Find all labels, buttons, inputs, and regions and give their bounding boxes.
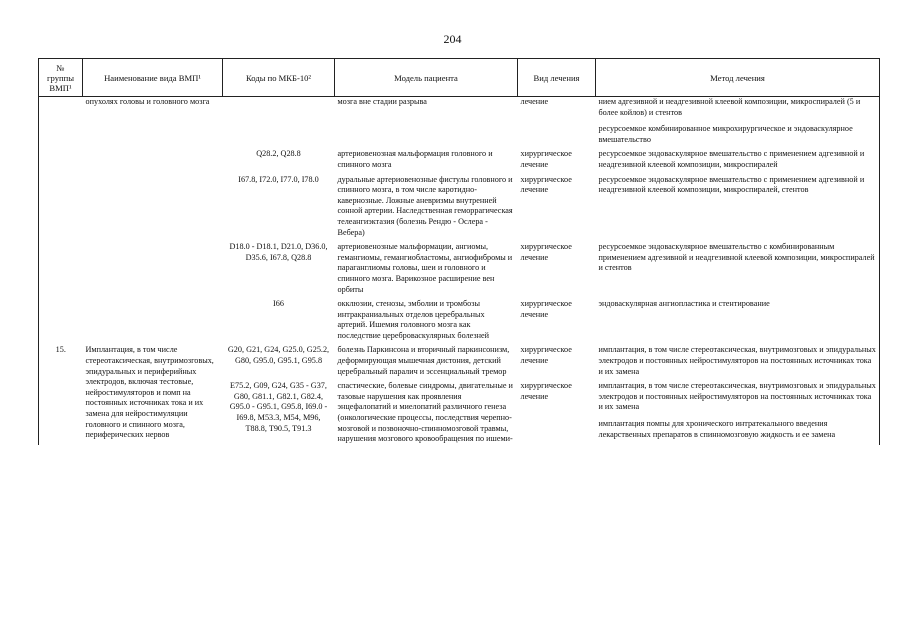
cell-codes: Q28.2, Q28.8 bbox=[256, 149, 301, 159]
page-number: 204 bbox=[443, 32, 462, 46]
cell-method bbox=[596, 381, 880, 445]
header-group: № группы ВМП¹ bbox=[39, 59, 83, 97]
table-row bbox=[39, 97, 880, 146]
header-treatment: Вид лечения bbox=[518, 59, 596, 97]
cell-codes bbox=[223, 97, 335, 146]
cell-codes: E75.2, G09, G24, G35 - G37, G80, G81.1, G82.1, G82.4, G95.0 - G95.1, G95.8, I69.0 - I69.8, M53.3, M54, M96, T88.8, T90.5, T91.3 bbox=[229, 381, 328, 433]
cell-method bbox=[596, 149, 880, 170]
cell-treatment: хирургическое лечение bbox=[520, 174, 572, 195]
cell-method bbox=[596, 345, 880, 377]
cell-group bbox=[39, 381, 83, 445]
cell-model: артериовенозные мальформации, ангиомы, гемангиомы, гемангиобластомы, ангиофибромы и параганглиомы головы, шеи и головного и спинного мозга. Варикозное расширение вен орбиты bbox=[337, 242, 513, 294]
cell-treatment: хирургическое лечение bbox=[520, 381, 572, 401]
cell-name bbox=[83, 149, 223, 170]
cell-treatment: хирургическое лечение bbox=[520, 345, 572, 366]
table-row bbox=[39, 175, 880, 239]
header-row bbox=[39, 59, 880, 97]
method-item: нием адгезивной и неадгезивной клеевой композиции, микроспиралей (5 и более койлов) и стентов bbox=[598, 97, 861, 117]
cell-name: Имплантация, в том числе стереотаксическая, внутримозговых, эпидуральных и периферийных электродов, включая тестовые, нейростимуляторов и помп на постоянных источниках тока и их замена для нейростимуляции головного и спинного мозга, периферических нервов bbox=[85, 345, 214, 440]
cell-treatment: хирургическое лечение bbox=[520, 242, 572, 262]
table-row bbox=[39, 345, 880, 377]
method-item: имплантация, в том числе стереотаксическая, внутримозговых и эпидуральных электродов и постоянных нейростимуляторов на постоянных источниках тока и их замена bbox=[598, 381, 876, 412]
cell-treatment: лечение bbox=[520, 97, 549, 106]
cell-group bbox=[39, 149, 83, 170]
table-row bbox=[39, 242, 880, 295]
header-model: Модель пациента bbox=[335, 59, 518, 97]
cell-model: болезнь Паркинсона и вторичный паркинсонизм, деформирующая мышечная дистония, детский церебральный паралич и эссенциальный тремор bbox=[337, 345, 510, 376]
cell-name: опухолях головы и головного мозга bbox=[85, 97, 210, 106]
cell-model: артериовенозная мальформация головного и спинного мозга bbox=[337, 149, 493, 169]
cell-method bbox=[596, 242, 880, 295]
cell-method bbox=[596, 97, 880, 146]
cell-group bbox=[39, 242, 83, 295]
table-row bbox=[39, 149, 880, 170]
method-item: ресурсоемкое комбинированное микрохирургическое и эндоваскулярное вмешательство bbox=[598, 124, 853, 144]
cell-treatment: хирургическое лечение bbox=[520, 299, 572, 319]
method-item: имплантация помпы для хронического интратекального введения лекарственных препаратов в спинномозговую жидкость и ее замена bbox=[598, 419, 836, 439]
cell-codes: D18.0 - D18.1, D21.0, D36.0, D35.6, I67.8, Q28.8 bbox=[229, 242, 328, 262]
header-codes: Коды по МКБ-10² bbox=[223, 59, 335, 97]
cell-group bbox=[39, 299, 83, 341]
cell-model: спастические, болевые синдромы, двигательные и тазовые нарушения как проявления энцефалопатий и миелопатий различного генеза (онкологические процессы, последствия черепно-мозговой и позвоночно-спинномозговой травмы, нарушения мозгового кровообращения по ишеми- bbox=[337, 381, 513, 444]
cell-model: дуральные артериовенозные фистулы головного и спинного мозга, в том числе каротидно-кавернозные. Ложные аневризмы внутренней сонной артерии. Наследственная геморрагическая телеангиэктазия (болезнь Рендю - Ослера - Вебера) bbox=[337, 174, 513, 237]
cell-codes: I67.8, I72.0, I77.0, I78.0 bbox=[238, 174, 319, 184]
vmp-table bbox=[38, 58, 880, 445]
cell-method bbox=[596, 175, 880, 239]
cell-treatment: хирургическое лечение bbox=[520, 149, 572, 169]
table-row bbox=[39, 299, 880, 341]
cell-name bbox=[83, 242, 223, 295]
cell-codes: I66 bbox=[273, 299, 284, 309]
cell-codes: G20, G21, G24, G25.0, G25.2, G80, G95.0, G95.1, G95.8 bbox=[227, 345, 330, 366]
method-item: имплантация, в том числе стереотаксическая, внутримозговых и эпидуральных электродов и постоянных нейростимуляторов на постоянных источниках тока и их замена bbox=[598, 345, 876, 376]
header-method: Метод лечения bbox=[596, 59, 880, 97]
cell-group bbox=[39, 97, 83, 146]
cell-model: мозга вне стадии разрыва bbox=[337, 97, 427, 106]
cell-group: 15. bbox=[39, 345, 83, 377]
cell-group bbox=[39, 175, 83, 239]
cell-name bbox=[83, 175, 223, 239]
method-item: эндоваскулярная ангиопластика и стентирование bbox=[598, 299, 770, 309]
cell-name bbox=[83, 299, 223, 341]
header-name: Наименование вида ВМП¹ bbox=[83, 59, 223, 97]
method-item: ресурсоемкое эндоваскулярное вмешательство с применением адгезивной и неадгезивной клеевой композиции, микроспиралей, стентов bbox=[598, 174, 865, 195]
method-item: ресурсоемкое эндоваскулярное вмешательство с комбинированным применением адгезивной и неадгезивной клеевой композиции, микроспиралей и стентов bbox=[598, 242, 875, 273]
cell-method bbox=[596, 299, 880, 341]
cell-model: окклюзии, стенозы, эмболии и тромбозы интракраниальных отделов церебральных артерий. Ишемия головного мозга как последствие цереброваскулярных болезней bbox=[337, 299, 490, 340]
method-item: ресурсоемкое эндоваскулярное вмешательство с применением адгезивной и неадгезивной клеевой композиции, микроспиралей bbox=[598, 149, 865, 169]
